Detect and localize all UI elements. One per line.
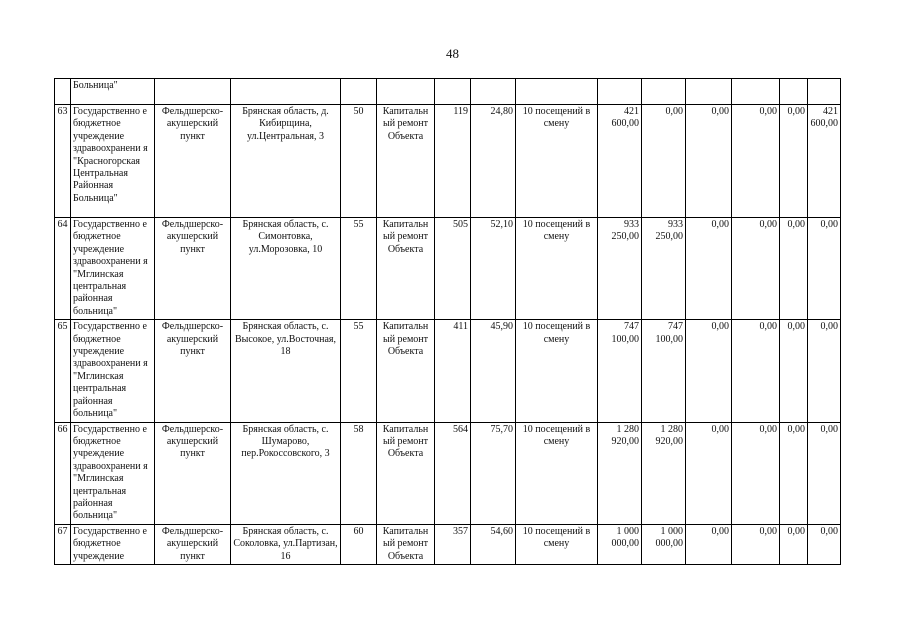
cell-v1: 1 280 920,00 bbox=[598, 422, 642, 524]
cell-v1: 933 250,00 bbox=[598, 218, 642, 320]
cell-capacity: 10 посещений в смену bbox=[516, 320, 598, 422]
cell-v3: 0,00 bbox=[686, 105, 732, 218]
cell-v5: 0,00 bbox=[780, 218, 808, 320]
cell-address: Брянская область, д. Кибирщина, ул.Центральная, 3 bbox=[231, 105, 341, 218]
cell-org: Больница" bbox=[71, 79, 155, 105]
facilities-table bbox=[54, 78, 841, 565]
cell-capacity: 10 посещений в смену bbox=[516, 218, 598, 320]
cell-address: Брянская область, с. Соколовка, ул.Партизан, 16 bbox=[231, 524, 341, 564]
cell-v1: 1 000 000,00 bbox=[598, 524, 642, 564]
cell-c7: 24,80 bbox=[471, 105, 516, 218]
cell-v4: 0,00 bbox=[732, 422, 780, 524]
cell-c4: 60 bbox=[341, 524, 377, 564]
cell-num: 67 bbox=[55, 524, 71, 564]
cell-work bbox=[377, 79, 435, 105]
cell-c4: 50 bbox=[341, 105, 377, 218]
cell-v6: 0,00 bbox=[808, 320, 841, 422]
cell-type: Фельдшерско- акушерский пункт bbox=[155, 524, 231, 564]
cell-c7: 54,60 bbox=[471, 524, 516, 564]
cell-v3: 0,00 bbox=[686, 524, 732, 564]
cell-v1: 747 100,00 bbox=[598, 320, 642, 422]
cell-address: Брянская область, с. Симонтовка, ул.Морозовка, 10 bbox=[231, 218, 341, 320]
cell-c6: 119 bbox=[435, 105, 471, 218]
cell-v2: 1 280 920,00 bbox=[642, 422, 686, 524]
cell-c7: 75,70 bbox=[471, 422, 516, 524]
cell-address: Брянская область, с. Высокое, ул.Восточная, 18 bbox=[231, 320, 341, 422]
cell-c7: 45,90 bbox=[471, 320, 516, 422]
cell-capacity: 10 посещений в смену bbox=[516, 524, 598, 564]
cell-address: Брянская область, с. Шумарово, пер.Рокоссовского, 3 bbox=[231, 422, 341, 524]
cell-c4: 55 bbox=[341, 218, 377, 320]
cell-v6: 421 600,00 bbox=[808, 105, 841, 218]
table-row bbox=[55, 105, 841, 218]
cell-v5: 0,00 bbox=[780, 422, 808, 524]
cell-v6: 0,00 bbox=[808, 422, 841, 524]
cell-c6: 505 bbox=[435, 218, 471, 320]
cell-v4: 0,00 bbox=[732, 218, 780, 320]
cell-capacity: 10 посещений в смену bbox=[516, 422, 598, 524]
cell-c7 bbox=[471, 79, 516, 105]
cell-c6 bbox=[435, 79, 471, 105]
cell-c6: 564 bbox=[435, 422, 471, 524]
cell-work: Капитальн ый ремонт Объекта bbox=[377, 524, 435, 564]
cell-org: Государственно е бюджетное учреждение здравоохранени я "Мглинская центральная районная больница" bbox=[71, 320, 155, 422]
cell-v4: 0,00 bbox=[732, 105, 780, 218]
cell-v6: 0,00 bbox=[808, 218, 841, 320]
cell-v2: 747 100,00 bbox=[642, 320, 686, 422]
cell-c7: 52,10 bbox=[471, 218, 516, 320]
cell-v2: 933 250,00 bbox=[642, 218, 686, 320]
cell-num: 64 bbox=[55, 218, 71, 320]
cell-v6: 0,00 bbox=[808, 524, 841, 564]
cell-org: Государственно е бюджетное учреждение здравоохранени я "Красногорская Центральная Районная Больница" bbox=[71, 105, 155, 218]
cell-capacity: 10 посещений в смену bbox=[516, 105, 598, 218]
cell-v5: 0,00 bbox=[780, 105, 808, 218]
cell-v3 bbox=[686, 79, 732, 105]
cell-c4: 55 bbox=[341, 320, 377, 422]
cell-num: 66 bbox=[55, 422, 71, 524]
cell-v3: 0,00 bbox=[686, 218, 732, 320]
table-row bbox=[55, 524, 841, 564]
cell-v4: 0,00 bbox=[732, 320, 780, 422]
cell-v2 bbox=[642, 79, 686, 105]
cell-num: 65 bbox=[55, 320, 71, 422]
cell-c4: 58 bbox=[341, 422, 377, 524]
cell-type: Фельдшерско- акушерский пункт bbox=[155, 105, 231, 218]
cell-c6: 411 bbox=[435, 320, 471, 422]
table-row bbox=[55, 320, 841, 422]
cell-num bbox=[55, 79, 71, 105]
cell-v4 bbox=[732, 79, 780, 105]
cell-v2: 1 000 000,00 bbox=[642, 524, 686, 564]
cell-v1: 421 600,00 bbox=[598, 105, 642, 218]
cell-org: Государственно е бюджетное учреждение bbox=[71, 524, 155, 564]
cell-capacity bbox=[516, 79, 598, 105]
cell-type: Фельдшерско- акушерский пункт bbox=[155, 422, 231, 524]
cell-type: Фельдшерско- акушерский пункт bbox=[155, 320, 231, 422]
cell-work: Капитальн ый ремонт Объекта bbox=[377, 422, 435, 524]
cell-work: Капитальн ый ремонт Объекта bbox=[377, 105, 435, 218]
cell-v3: 0,00 bbox=[686, 320, 732, 422]
cell-v5: 0,00 bbox=[780, 524, 808, 564]
cell-type: Фельдшерско- акушерский пункт bbox=[155, 218, 231, 320]
table-row bbox=[55, 218, 841, 320]
cell-type bbox=[155, 79, 231, 105]
cell-num: 63 bbox=[55, 105, 71, 218]
cell-v4: 0,00 bbox=[732, 524, 780, 564]
table-row bbox=[55, 422, 841, 524]
table-row-continuation bbox=[55, 79, 841, 105]
page-number: 48 bbox=[446, 46, 459, 61]
cell-v2: 0,00 bbox=[642, 105, 686, 218]
cell-v5 bbox=[780, 79, 808, 105]
cell-org: Государственно е бюджетное учреждение здравоохранени я "Мглинская центральная районная больница" bbox=[71, 422, 155, 524]
cell-org: Государственно е бюджетное учреждение здравоохранени я "Мглинская центральная районная больница" bbox=[71, 218, 155, 320]
cell-c6: 357 bbox=[435, 524, 471, 564]
cell-v5: 0,00 bbox=[780, 320, 808, 422]
cell-address bbox=[231, 79, 341, 105]
cell-v1 bbox=[598, 79, 642, 105]
cell-c4 bbox=[341, 79, 377, 105]
cell-v3: 0,00 bbox=[686, 422, 732, 524]
cell-work: Капитальн ый ремонт Объекта bbox=[377, 218, 435, 320]
cell-work: Капитальн ый ремонт Объекта bbox=[377, 320, 435, 422]
cell-v6 bbox=[808, 79, 841, 105]
